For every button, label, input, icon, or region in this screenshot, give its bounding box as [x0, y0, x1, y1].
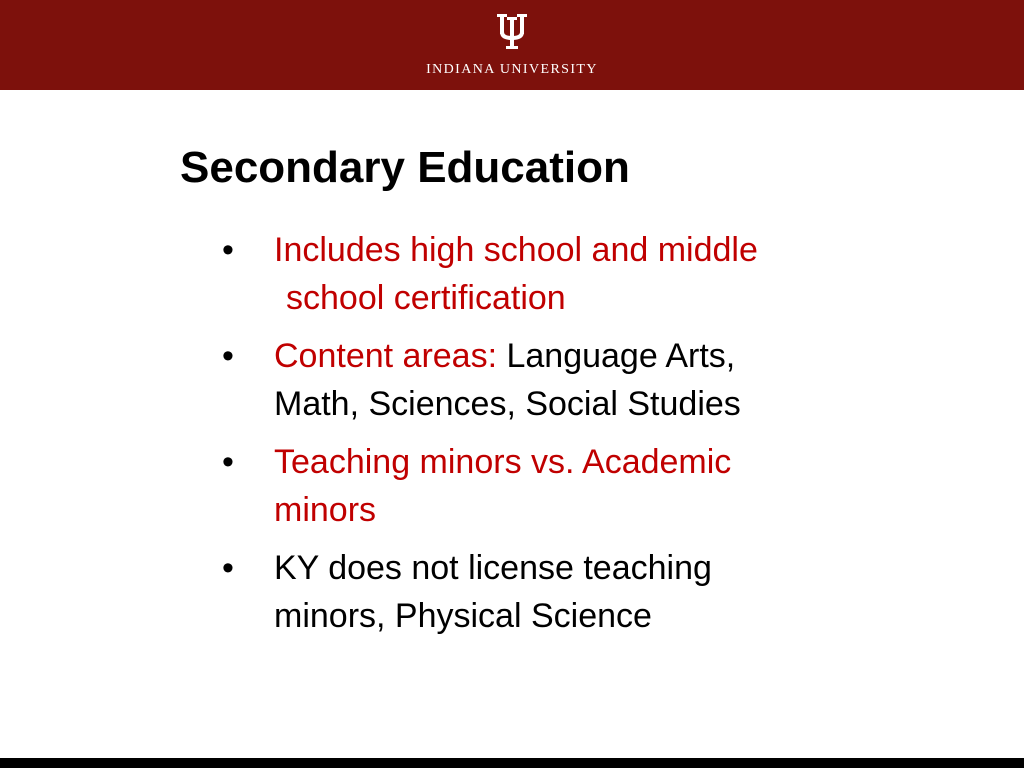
bullet-item-minors	[222, 438, 942, 534]
bullet-text-line	[274, 332, 942, 380]
bullet-text-line: minors, Physical Science	[274, 597, 652, 635]
bullet-text: Language Arts,	[497, 337, 736, 375]
bullet-item-content-areas	[222, 332, 942, 428]
slide-title: Secondary Education	[180, 143, 630, 192]
bullet-item-certification	[222, 226, 942, 322]
bullet-list	[222, 226, 942, 650]
iu-trident-logo-icon	[497, 14, 527, 50]
bullet-item-ky-license	[222, 544, 942, 640]
bullet-dot: •	[222, 337, 234, 375]
bullet-text-line: Includes high school and middle	[274, 231, 758, 269]
university-name: INDIANA UNIVERSITY	[426, 62, 598, 77]
bullet-dot: •	[222, 231, 234, 269]
footer-bar	[0, 758, 1024, 768]
bullet-text-line: school certification	[286, 279, 566, 317]
header-bar	[0, 0, 1024, 90]
bullet-dot: •	[222, 443, 234, 481]
bullet-text-line: minors	[274, 491, 377, 529]
bullet-text-line: Teaching minors vs. Academic	[274, 443, 732, 481]
bullet-dot: •	[222, 549, 234, 587]
bullet-label: Content areas:	[274, 337, 498, 375]
bullet-text-line: Math, Sciences, Social Studies	[274, 385, 741, 423]
bullet-text-line: KY does not license teaching	[274, 549, 712, 587]
